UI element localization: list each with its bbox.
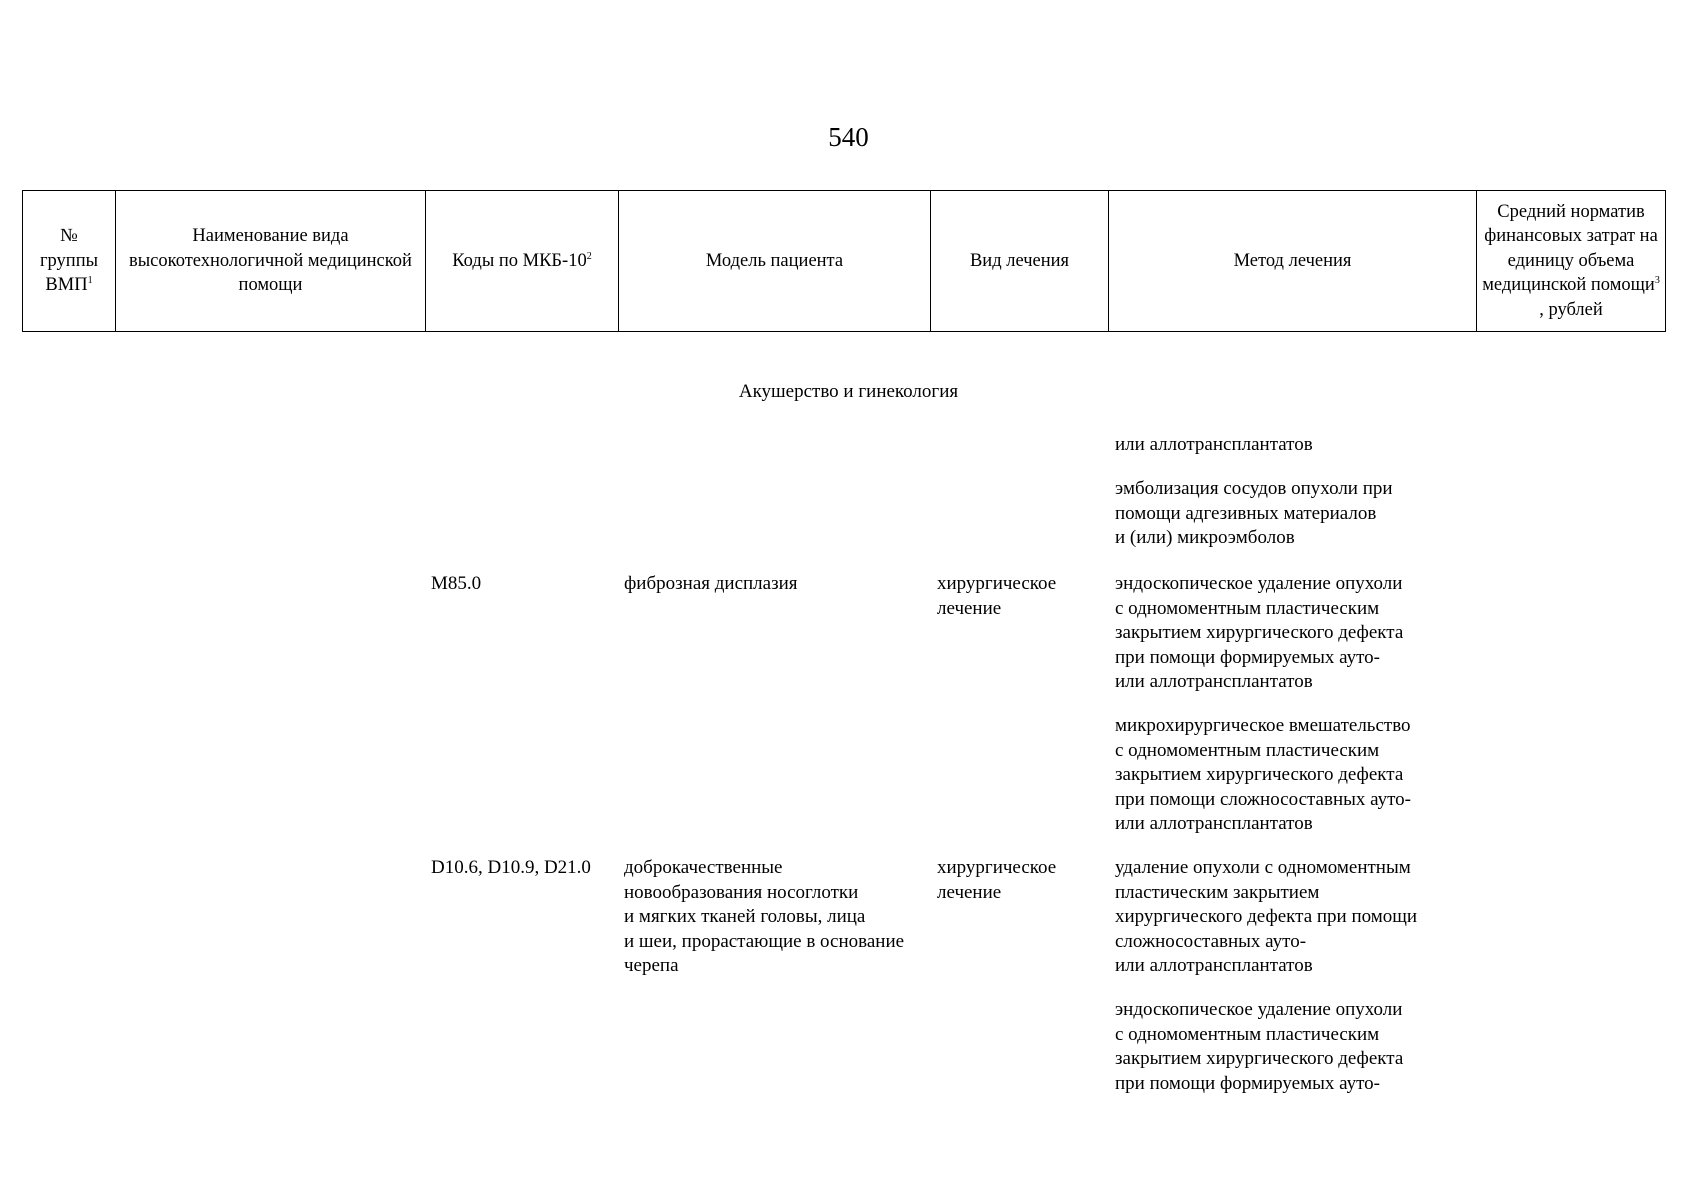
method-text: эндоскопическое удаление опухоли с одномоментным пластическим закрытием хирургического дефекта при помощи формируемых ауто- — [1115, 999, 1404, 1094]
header-cost-norm-unit: , рублей — [1539, 299, 1603, 320]
method-text: эмболизация сосудов опухоли при помощи адгезивных материалов и (или) микроэмболов — [1115, 478, 1393, 548]
header-treatment-method: Метод лечения — [1109, 191, 1477, 332]
header-group-number-symbol: № — [60, 226, 78, 247]
header-cost-norm — [1477, 191, 1666, 332]
header-icd-codes — [426, 191, 619, 332]
header-icd-codes-label: Коды по МКБ-10 — [452, 250, 587, 271]
method-text: эндоскопическое удаление опухоли с одномоментным пластическим закрытием хирургического дефекта при помощи формируемых ауто- или аллотрансплантатов — [1115, 573, 1404, 692]
header-patient-model: Модель пациента — [619, 191, 931, 332]
method-text: микрохирургическое вмешательство с одномоментным пластическим закрытием хирургического дефекта при помощи сложносоставных ауто- или аллотрансплантатов — [1115, 715, 1411, 834]
patient-model: доброкачественные новообразования носоглотки и мягких тканей головы, лица и шеи, прорастающие в основание черепа — [624, 857, 905, 976]
treatment-type: хирургическое лечение — [937, 857, 1057, 903]
method-text: или аллотрансплантатов — [1115, 434, 1313, 455]
treatment-type: хирургическое лечение — [937, 573, 1057, 619]
section-title: Акушерство и гинекология — [738, 381, 959, 402]
header-care-type-name: Наименование вида высокотехнологичной медицинской помощи — [116, 191, 426, 332]
icd-code: M85.0 — [431, 573, 482, 594]
header-group-number-line2: группы — [39, 250, 99, 271]
method-text: удаление опухоли с одномоментным пластическим закрытием хирургического дефекта при помощи сложносоставных ауто- или аллотрансплантатов — [1115, 857, 1418, 976]
icd-code: D10.6, D10.9, D21.0 — [431, 857, 591, 878]
header-group-number-line3: ВМП — [45, 275, 88, 296]
page-number: 540 — [828, 122, 869, 152]
footnote-3-marker: 3 — [1654, 275, 1660, 287]
footnote-2-marker: 2 — [586, 250, 592, 262]
footnote-1-marker: 1 — [87, 275, 93, 287]
header-group-number — [23, 191, 116, 332]
patient-model: фиброзная дисплазия — [624, 573, 798, 594]
header-cost-norm-label: Средний норматив финансовых затрат на единицу объема медицинской помощи — [1482, 201, 1658, 296]
table-header — [22, 190, 1666, 332]
header-treatment-type: Вид лечения — [931, 191, 1109, 332]
